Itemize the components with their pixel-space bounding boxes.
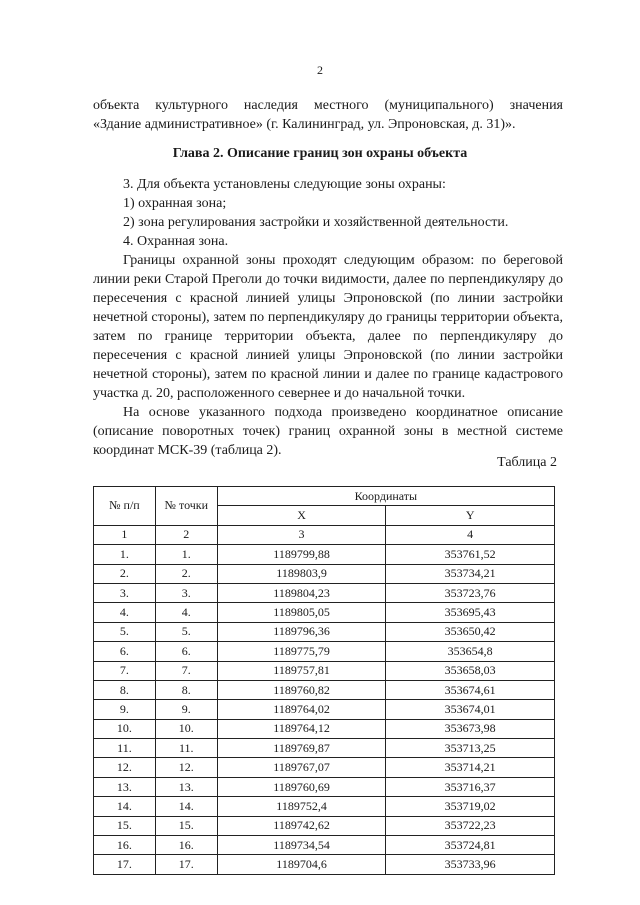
cell-y: 353719,02 <box>386 797 555 816</box>
paragraph-protected-zone: 4. Охранная зона. <box>123 234 229 249</box>
table-row <box>94 719 555 738</box>
table-row <box>94 661 555 680</box>
paragraph-coordinate-basis: На основе указанного подхода произведено координатное описание (описание поворотных точек) границ охранной зоны в местной системе координат МСК-39 (таблица 2). <box>93 405 563 458</box>
cell-point: 6. <box>155 642 217 661</box>
header-coordinates: Координаты <box>217 487 554 506</box>
cell-x: 1189764,12 <box>217 719 386 738</box>
cell-y: 353695,43 <box>386 603 555 622</box>
table-row <box>94 564 555 583</box>
cell-point: 13. <box>155 777 217 796</box>
cell-point: 14. <box>155 797 217 816</box>
table-row <box>94 680 555 699</box>
zone-item-2: 2) зона регулирования застройки и хозяйственной деятельности. <box>123 215 509 230</box>
cell-np: 1. <box>94 545 156 564</box>
table-row <box>94 642 555 661</box>
table-row <box>94 777 555 796</box>
cell-point: 11. <box>155 739 217 758</box>
cell-np: 16. <box>94 836 156 855</box>
cell-y: 353714,21 <box>386 758 555 777</box>
cell-y: 353761,52 <box>386 545 555 564</box>
cell-x: 1189734,54 <box>217 836 386 855</box>
cell-point: 12. <box>155 758 217 777</box>
cell-y: 353713,25 <box>386 739 555 758</box>
cell-point: 9. <box>155 700 217 719</box>
cell-x: 1189805,05 <box>217 603 386 622</box>
cell-np: 2. <box>94 564 156 583</box>
cell-np: 4. <box>94 603 156 622</box>
numbering-cell: 1 <box>94 525 156 544</box>
numbering-row <box>94 525 555 544</box>
cell-y: 353722,23 <box>386 816 555 835</box>
cell-point: 10. <box>155 719 217 738</box>
table-caption: Таблица 2 <box>497 455 557 470</box>
cell-x: 1189799,88 <box>217 545 386 564</box>
header-np: № п/п <box>94 487 156 526</box>
cell-y: 353650,42 <box>386 622 555 641</box>
cell-y: 353716,37 <box>386 777 555 796</box>
cell-point: 4. <box>155 603 217 622</box>
cell-point: 1. <box>155 545 217 564</box>
cell-np: 9. <box>94 700 156 719</box>
table-row <box>94 836 555 855</box>
header-y: Y <box>386 506 555 525</box>
cell-np: 11. <box>94 739 156 758</box>
cell-x: 1189757,81 <box>217 661 386 680</box>
numbering-cell: 4 <box>386 525 555 544</box>
cell-point: 5. <box>155 622 217 641</box>
cell-x: 1189704,6 <box>217 855 386 874</box>
cell-y: 353734,21 <box>386 564 555 583</box>
cell-np: 13. <box>94 777 156 796</box>
cell-np: 5. <box>94 622 156 641</box>
cell-np: 7. <box>94 661 156 680</box>
numbering-cell: 3 <box>217 525 386 544</box>
cell-y: 353723,76 <box>386 583 555 602</box>
cell-x: 1189769,87 <box>217 739 386 758</box>
cell-y: 353733,96 <box>386 855 555 874</box>
cell-point: 17. <box>155 855 217 874</box>
cell-point: 7. <box>155 661 217 680</box>
cell-point: 2. <box>155 564 217 583</box>
cell-x: 1189804,23 <box>217 583 386 602</box>
intro-line-2: «Здание административное» (г. Калининград, ул. Эпроновская, д. 31)». <box>93 117 516 132</box>
cell-x: 1189767,07 <box>217 758 386 777</box>
chapter-heading: Глава 2. Описание границ зон охраны объекта <box>172 146 468 161</box>
intro-text <box>93 96 563 134</box>
cell-x: 1189775,79 <box>217 642 386 661</box>
cell-y: 353673,98 <box>386 719 555 738</box>
numbering-cell: 2 <box>155 525 217 544</box>
header-x: X <box>217 506 386 525</box>
cell-np: 10. <box>94 719 156 738</box>
cell-np: 6. <box>94 642 156 661</box>
table-row <box>94 797 555 816</box>
cell-np: 15. <box>94 816 156 835</box>
header-point: № точки <box>155 487 217 526</box>
cell-y: 353674,61 <box>386 680 555 699</box>
cell-x: 1189803,9 <box>217 564 386 583</box>
cell-np: 17. <box>94 855 156 874</box>
coordinates-table <box>93 486 555 875</box>
cell-x: 1189742,62 <box>217 816 386 835</box>
cell-np: 8. <box>94 680 156 699</box>
table-row <box>94 700 555 719</box>
table-row <box>94 545 555 564</box>
page-number: 2 <box>317 63 323 77</box>
cell-point: 15. <box>155 816 217 835</box>
cell-x: 1189752,4 <box>217 797 386 816</box>
paragraph-zones-intro: 3. Для объекта установлены следующие зоны охраны: <box>123 177 446 192</box>
table-row <box>94 739 555 758</box>
cell-point: 16. <box>155 836 217 855</box>
cell-x: 1189764,02 <box>217 700 386 719</box>
cell-x: 1189796,36 <box>217 622 386 641</box>
cell-y: 353724,81 <box>386 836 555 855</box>
table-row <box>94 622 555 641</box>
table-row <box>94 583 555 602</box>
cell-np: 14. <box>94 797 156 816</box>
table-row <box>94 758 555 777</box>
cell-point: 3. <box>155 583 217 602</box>
cell-point: 8. <box>155 680 217 699</box>
cell-x: 1189760,69 <box>217 777 386 796</box>
body-text <box>93 175 563 460</box>
cell-np: 12. <box>94 758 156 777</box>
cell-y: 353674,01 <box>386 700 555 719</box>
table-row <box>94 603 555 622</box>
table-row <box>94 855 555 874</box>
cell-y: 353658,03 <box>386 661 555 680</box>
intro-line-1: объекта культурного наследия местного (муниципального) значения <box>93 98 563 113</box>
paragraph-boundaries: Границы охранной зоны проходят следующим образом: по береговой линии реки Старой Преголи до точки видимости, далее по перпендикуляру до пересечения с красной линией улицы Эпроновской (по линии застройки нечетной стороны), затем по перпендикуляру до границы территории объекта, затем по границе территории объекта, далее по перпендикуляру до пересечения с красной линией улицы Эпроновской (по линии застройки нечетной стороны), затем по красной линии и далее по границе кадастрового участка д. 20, расположенного севернее и до начальной точки. <box>93 253 563 401</box>
zone-item-1: 1) охранная зона; <box>123 196 227 211</box>
cell-np: 3. <box>94 583 156 602</box>
cell-y: 353654,8 <box>386 642 555 661</box>
cell-x: 1189760,82 <box>217 680 386 699</box>
table-row <box>94 816 555 835</box>
